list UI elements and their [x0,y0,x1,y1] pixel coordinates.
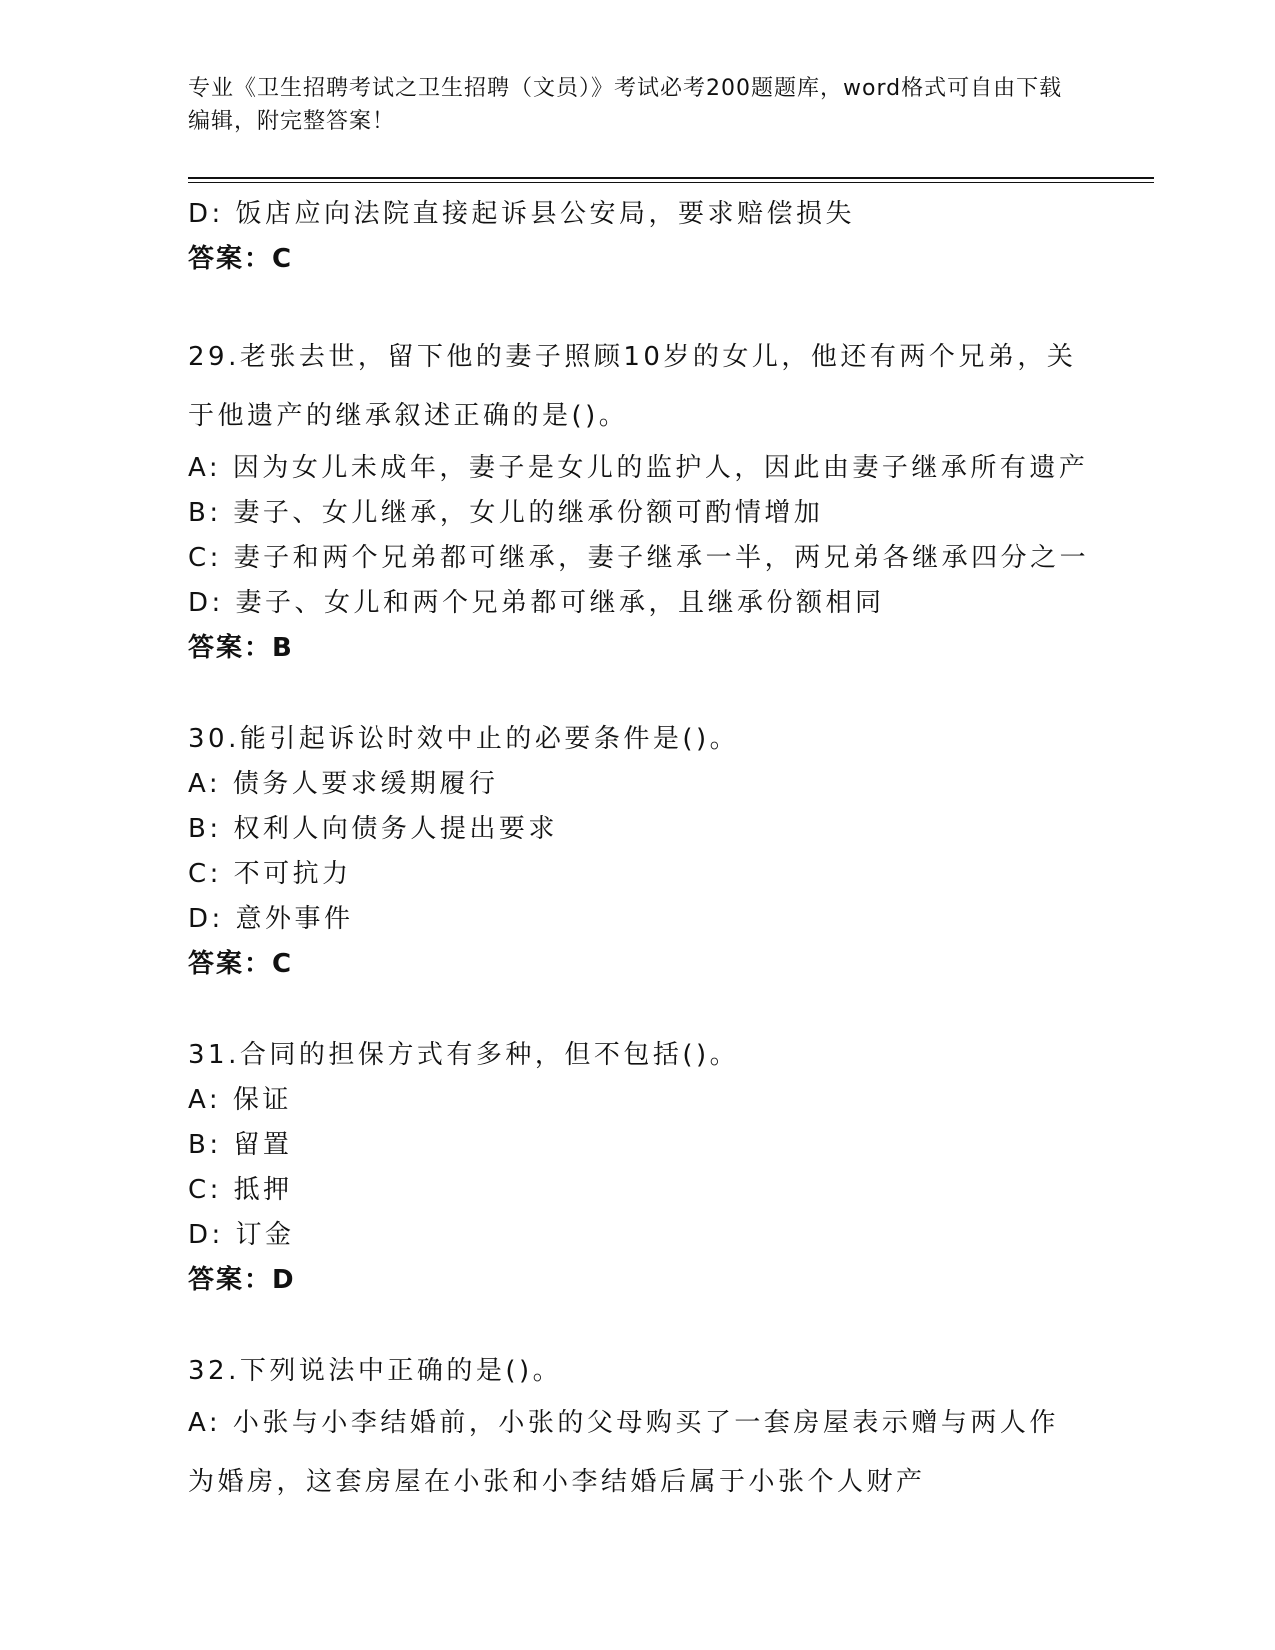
answer: 答案：B [188,633,294,663]
option-d: D: 意外事件 [188,904,354,934]
document-body [188,192,1088,1512]
option-a: A: 保证 [188,1085,292,1115]
page-header: 专业《卫生招聘考试之卫生招聘（文员）》考试必考200题题库，word格式可自由下载编辑，附完整答案！ [188,76,1063,134]
option-c: C: 不可抗力 [188,859,352,889]
answer: 答案：D [188,1265,296,1295]
question-31 [188,1033,1088,1303]
question-30 [188,717,1088,987]
question-29 [188,328,1088,671]
question-stem: 31.合同的担保方式有多种，但不包括()。 [188,1040,740,1070]
question-32 [188,1349,1088,1512]
option-c: C: 妻子和两个兄弟都可继承，妻子继承一半，两兄弟各继承四分之一 [188,543,1090,573]
question-stem: 32.下列说法中正确的是()。 [188,1356,563,1386]
header-rule-thin [188,182,1154,183]
option-c: C: 抵押 [188,1175,293,1205]
question-stem: 29.老张去世，留下他的妻子照顾10岁的女儿，他还有两个兄弟，关于他遗产的继承叙述正确的是()。 [188,342,1077,431]
option-b: B: 妻子、女儿继承，女儿的继承份额可酌情增加 [188,498,824,528]
answer: 答案：C [188,949,294,979]
question-stem: 30.能引起诉讼时效中止的必要条件是()。 [188,724,740,754]
prev-question-answer: 答案：C [188,244,294,274]
option-b: B: 留置 [188,1130,293,1160]
option-a: A: 因为女儿未成年，妻子是女儿的监护人，因此由妻子继承所有遗产 [188,453,1089,483]
option-d: D: 订金 [188,1220,295,1250]
option-a: A: 小张与小李结婚前，小张的父母购买了一套房屋表示赠与两人作为婚房，这套房屋在小张和小李结婚后属于小张个人财产 [188,1408,1059,1497]
option-a: A: 债务人要求缓期履行 [188,769,499,799]
header-rule-thick [188,177,1154,179]
prev-question-option-d: D: 饭店应向法院直接起诉县公安局，要求赔偿损失 [188,199,856,229]
option-d: D: 妻子、女儿和两个兄弟都可继承，且继承份额相同 [188,588,885,618]
option-b: B: 权利人向债务人提出要求 [188,814,558,844]
